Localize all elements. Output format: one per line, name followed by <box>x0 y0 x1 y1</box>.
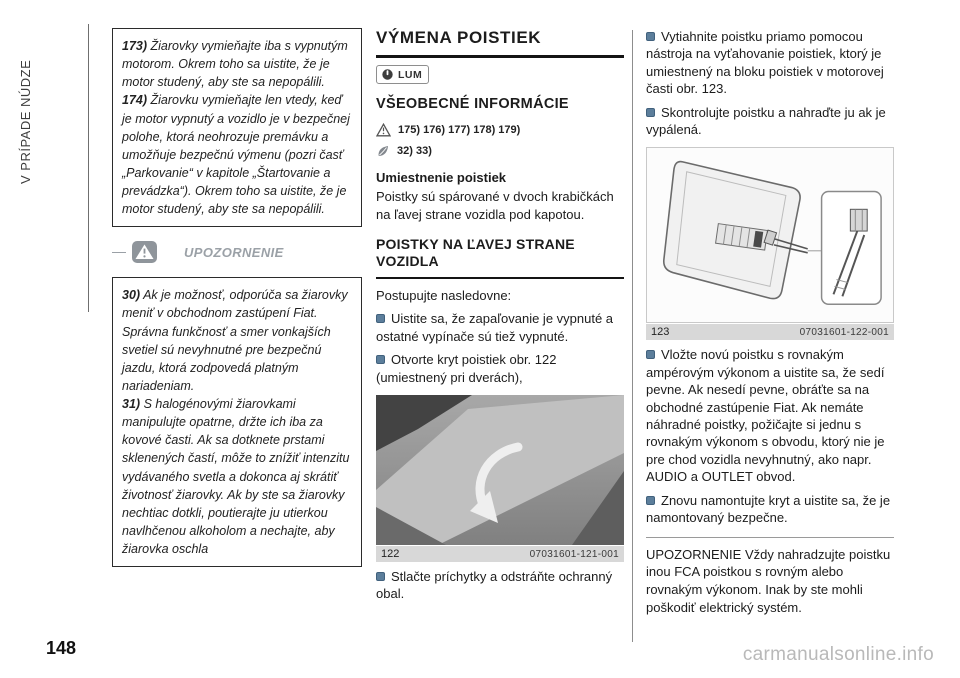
note-ref-number: 174) <box>122 93 148 108</box>
procedure-step <box>646 346 894 485</box>
section-heading-left-side-fuses: POISTKY NA ĽAVEJ STRANE VOZIDLA <box>376 236 624 279</box>
warning-rule <box>112 252 126 253</box>
figure-122 <box>376 395 624 562</box>
note-ref-number: 31) <box>122 397 141 411</box>
note-ref-number: 173) <box>122 39 148 53</box>
bullet-square-icon <box>376 314 385 323</box>
step-text: Skontrolujte poistku a nahraďte ju ak je vypálená. <box>646 104 886 138</box>
page-number: 148 <box>46 638 77 658</box>
subheading-fuse-location: Umiestnenie poistiek <box>376 170 507 186</box>
ref-notes-row <box>376 144 624 158</box>
note-text: Ak je možnosť, odporúča sa žiarovky meniť v obchodnom zastúpení Fiat. Správna funkčnosť a smer vonkajších svetiel sú nevyhnutné pre bezpečnú jazdu, ktorá zodpovedá platným nariadeniam. <box>122 288 348 393</box>
right-column <box>646 28 894 616</box>
figure-number: 123 <box>651 326 670 339</box>
ref-warnings-row <box>376 123 624 137</box>
note-item <box>122 91 352 218</box>
paragraph-fuse-location: Poistky sú spárované v dvoch krabičkách na ľavej strane vozidla pod kapotou. <box>376 189 614 223</box>
note-ref-number: 30) <box>122 288 141 303</box>
figure-code: 07031601-122-001 <box>799 326 889 338</box>
note-box-bulb-advice <box>112 277 362 567</box>
ref-note-numbers: 32) 33) <box>397 145 432 158</box>
warning-heading-row <box>112 240 362 264</box>
chapter-sidebar-label: V PRÍPADE NÚDZE <box>18 59 33 184</box>
bullet-square-icon <box>376 572 385 581</box>
bullet-square-icon <box>646 32 655 41</box>
lum-version-badge <box>376 65 429 84</box>
figure-122-photo <box>376 395 624 545</box>
figure-code: 07031601-121-001 <box>529 548 619 560</box>
procedure-step <box>376 568 624 603</box>
middle-column <box>376 28 624 603</box>
ref-warning-triangle-icon <box>376 123 391 137</box>
bullet-square-icon <box>646 496 655 505</box>
step-text: Stlačte príchytky a odstráňte ochranný obal. <box>376 569 613 602</box>
note-separator-rule <box>646 537 894 538</box>
step-text: Otvorte kryt poistiek obr. 122 (umiestnený pri dverách), <box>376 352 557 385</box>
step-text: Vytiahnite poistku priamo pomocou nástroja na vyťahovanie poistiek, ktorý je umiestnený na bloku poistiek v motorovej časti obr. 123. <box>646 29 884 97</box>
ref-leaf-icon <box>376 144 390 158</box>
procedure-step <box>376 310 624 345</box>
procedure-step <box>646 492 894 527</box>
left-column <box>112 28 362 567</box>
section-heading-general-info: VŠEOBECNÉ INFORMÁCIE <box>376 96 569 112</box>
column-divider <box>632 30 633 642</box>
note-text: Žiarovku vymieňajte len vtedy, keď je motor vypnutý a vozidlo je v bezpečnej polohe, ktorá neohrozuje premávku a umožňuje bezpečnú výmenu (pozri časť „Parkovanie“ v kapitole „Štartovanie a prevádzka“). Okrem toho sa uistite, že je motor studený, aby ste sa nepopálili. <box>122 93 350 217</box>
step-text: Uistite sa, že zapaľovanie je vypnuté a ostatné vypínače sú tiež vypnuté. <box>376 311 614 344</box>
warning-label: UPOZORNENIE <box>184 244 284 260</box>
figure-123-drawing <box>646 147 894 323</box>
warning-triangle-icon <box>131 240 158 264</box>
figure-number: 122 <box>381 548 400 561</box>
watermark-text: carmanualsonline.info <box>742 644 934 665</box>
step-text: Vložte novú poistku s rovnakým ampérovým výkonom a uistite sa, že sedí pevne. Ak nesedí pevne, obráťte sa na obchodné zastúpenie Fiat. Ak nemáte náhradné poistky, požičajte si jednu s rovnakým výkonom s obvodu, ktorý nie je pre chod vozidla nevyhnutný, ako napr. AUDIO a OUTLET obvod. <box>646 347 885 485</box>
lum-pictogram-icon <box>381 68 394 81</box>
note-text: Žiarovky vymieňajte iba s vypnutým motorom. Okrem toho sa uistite, že je motor studený, aby ste sa nepopálili. <box>122 39 348 90</box>
note-item <box>122 37 352 91</box>
bullet-square-icon <box>376 355 385 364</box>
step-text: Znovu namontujte kryt a uistite sa, že je namontovaný bezpečne. <box>646 492 891 526</box>
figure-caption <box>646 324 894 340</box>
bullet-square-icon <box>646 350 655 359</box>
lum-badge-label: LUM <box>398 68 423 81</box>
sidebar-rule <box>88 24 89 312</box>
figure-123 <box>646 147 894 340</box>
bullet-square-icon <box>646 108 655 117</box>
note-text: S halogénovými žiarovkami manipulujte opatrne, držte ich iba za kovové časti. Ak sa dotknete prstami sklenených častí, môže to znížiť intenzitu vydávaného svetla a dokonca aj skrátiť životnosť žiarovky. Ak by ste sa žiarovky nechtiac dotkli, poutierajte ju utierkou navlhčenou alkoholom a nechajte, aby žiarovka oschla <box>122 397 350 556</box>
procedure-step <box>646 104 894 139</box>
procedure-intro: Postupujte nasledovne: <box>376 287 512 303</box>
note-box-bulb-warnings <box>112 28 362 227</box>
ref-warning-numbers: 175) 176) 177) 178) 179) <box>398 124 521 137</box>
caution-paragraph: UPOZORNENIE Vždy nahradzujte poistku inou FCA poistkou s rovným alebo rovnakým výkonom. Inak by ste mohli poškodiť elektrický systém. <box>646 546 891 615</box>
note-item <box>122 395 352 558</box>
procedure-step <box>646 28 894 98</box>
figure-caption <box>376 546 624 562</box>
page-title: VÝMENA POISTIEK <box>376 28 624 58</box>
note-item <box>122 286 352 395</box>
procedure-step <box>376 351 624 386</box>
